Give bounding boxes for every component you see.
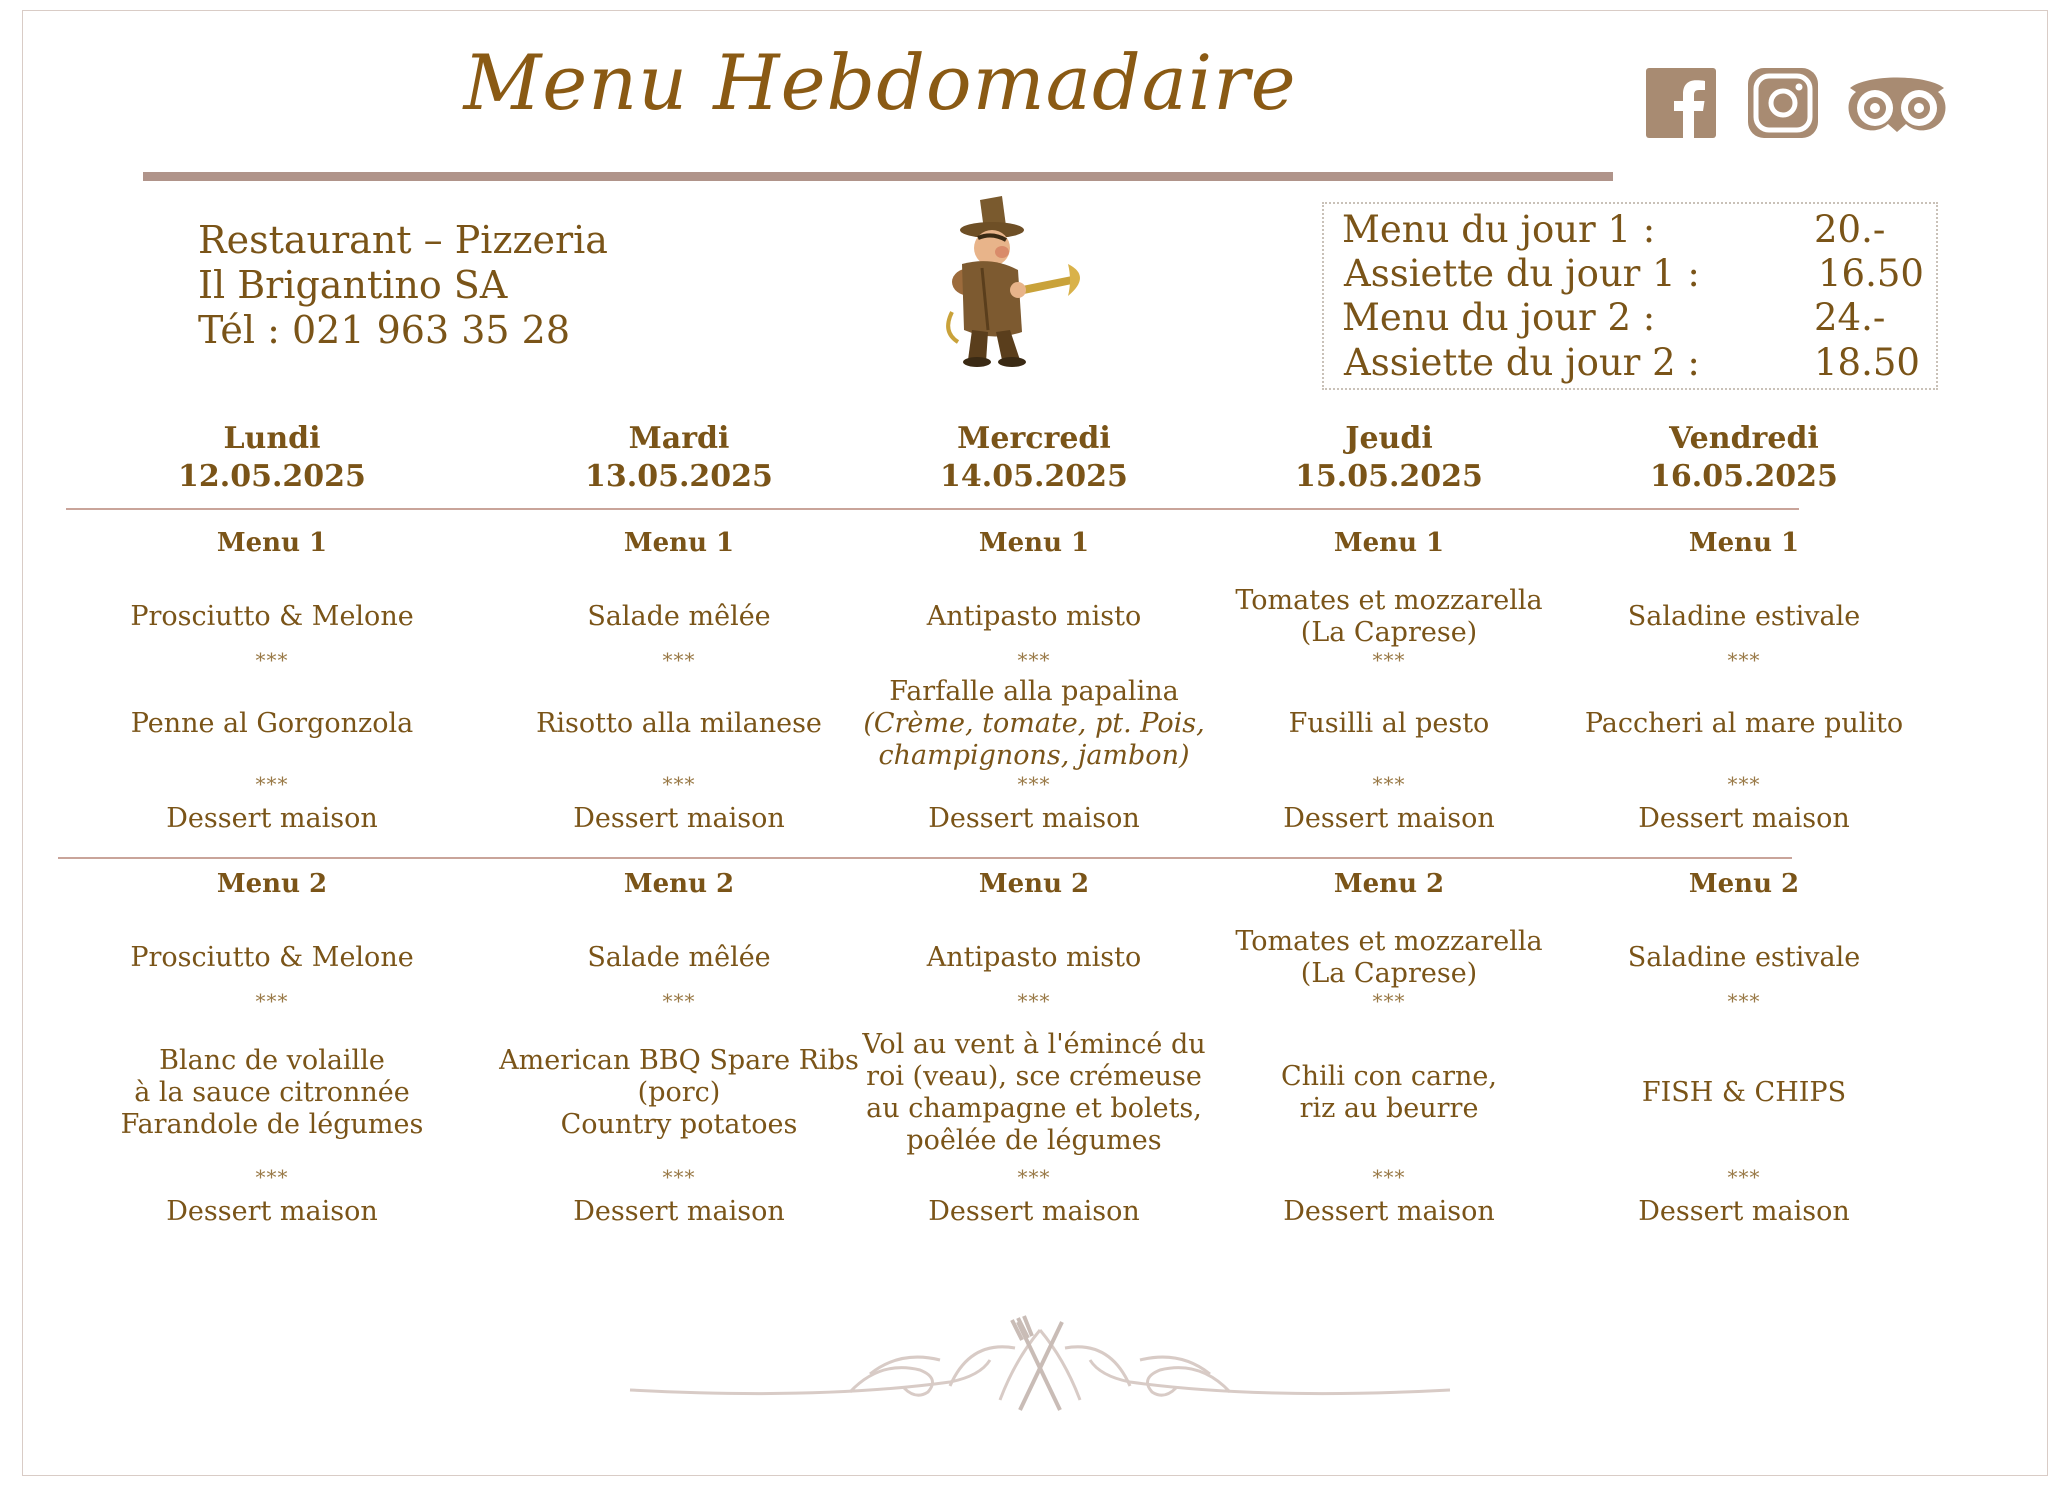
menu-label: Menu 2 xyxy=(1688,869,1800,899)
separator: *** xyxy=(1017,1165,1051,1189)
menu-divider xyxy=(58,857,1792,859)
dessert: Dessert maison xyxy=(1638,803,1850,834)
separator: *** xyxy=(255,772,289,796)
main-course: Farfalle alla papalina xyxy=(889,676,1179,707)
day-name: Mardi xyxy=(628,421,730,456)
main-course: Fusilli al pesto xyxy=(1288,708,1490,739)
separator: *** xyxy=(662,648,696,672)
starter: Prosciutto & Melone xyxy=(130,601,414,632)
day-name: Mercredi xyxy=(957,421,1111,456)
price-list xyxy=(1322,202,1938,390)
dessert: Dessert maison xyxy=(166,803,378,834)
dessert: Dessert maison xyxy=(1283,803,1495,834)
separator: *** xyxy=(1372,989,1406,1013)
separator: *** xyxy=(1372,772,1406,796)
price-label: Menu du jour 1 : xyxy=(1342,208,1656,251)
facebook-icon[interactable] xyxy=(1646,68,1716,138)
dessert: Dessert maison xyxy=(1638,1196,1850,1227)
main-course: Risotto alla milanese xyxy=(536,708,822,739)
separator: *** xyxy=(1017,648,1051,672)
header-divider xyxy=(66,508,1799,510)
menu-label: Menu 2 xyxy=(978,869,1090,899)
separator: *** xyxy=(662,1165,696,1189)
day-header-jeudi xyxy=(1209,420,1569,496)
day-date: 13.05.2025 xyxy=(585,459,773,494)
bandit-mascot-illustration xyxy=(922,192,1094,370)
restaurant-name: Il Brigantino SA xyxy=(198,263,508,307)
day-date: 12.05.2025 xyxy=(178,459,366,494)
main-course: FISH & CHIPS xyxy=(1641,1077,1847,1108)
menu-label: Menu 2 xyxy=(623,869,735,899)
separator: *** xyxy=(662,989,696,1013)
menu-label: Menu 2 xyxy=(1333,869,1445,899)
main-course: Penne al Gorgonzola xyxy=(130,708,414,739)
separator: *** xyxy=(1372,648,1406,672)
menu-label: Menu 1 xyxy=(623,528,735,558)
separator: *** xyxy=(1372,1165,1406,1189)
price-label: Menu du jour 2 : xyxy=(1342,296,1656,339)
separator: *** xyxy=(1727,1165,1761,1189)
day-header-lundi xyxy=(92,420,452,496)
day-date: 15.05.2025 xyxy=(1295,459,1483,494)
page-title: Menu Hebdomadaire xyxy=(463,38,1297,127)
day-name: Vendredi xyxy=(1669,421,1819,456)
starter: Salade mêlée xyxy=(587,601,771,632)
instagram-icon[interactable] xyxy=(1748,68,1818,138)
main-course: Vol au vent à l'émincé du roi (veau), sce crémeuse au champagne et bolets, poêlée de légumes xyxy=(862,1029,1206,1156)
restaurant-phone: Tél : 021 963 35 28 xyxy=(198,308,571,352)
price-value: 16.50 xyxy=(1818,252,1924,295)
menu-label: Menu 1 xyxy=(1688,528,1800,558)
separator: *** xyxy=(1727,772,1761,796)
starter: Salade mêlée xyxy=(587,942,771,973)
price-value: 24.- xyxy=(1814,296,1886,339)
separator: *** xyxy=(1017,989,1051,1013)
separator: *** xyxy=(255,989,289,1013)
restaurant-type: Restaurant – Pizzeria xyxy=(198,218,608,262)
dessert: Dessert maison xyxy=(573,803,785,834)
main-course-note: (Crème, tomate, pt. Pois, champignons, jambon) xyxy=(863,708,1205,771)
starter: Prosciutto & Melone xyxy=(130,942,414,973)
menu-label: Menu 1 xyxy=(216,528,328,558)
starter: Saladine estivale xyxy=(1627,942,1861,973)
menu-label: Menu 2 xyxy=(216,869,328,899)
day-header-mercredi xyxy=(854,420,1214,496)
cutlery-flourish-ornament xyxy=(620,1300,1460,1420)
title-underline xyxy=(143,172,1613,181)
price-label: Assiette du jour 2 : xyxy=(1344,341,1700,384)
main-course: Chili con carne, riz au beurre xyxy=(1281,1061,1497,1124)
starter: Tomates et mozzarella (La Caprese) xyxy=(1235,585,1543,648)
menu-label: Menu 1 xyxy=(978,528,1090,558)
day-header-mardi xyxy=(499,420,859,496)
separator: *** xyxy=(255,648,289,672)
dessert: Dessert maison xyxy=(928,1196,1140,1227)
separator: *** xyxy=(1017,772,1051,796)
day-date: 14.05.2025 xyxy=(940,459,1128,494)
separator: *** xyxy=(662,772,696,796)
main-course: American BBQ Spare Ribs (porc) Country potatoes xyxy=(499,1045,859,1140)
dessert: Dessert maison xyxy=(928,803,1140,834)
starter: Antipasto misto xyxy=(926,601,1142,632)
separator: *** xyxy=(1727,648,1761,672)
main-course: Paccheri al mare pulito xyxy=(1584,708,1904,739)
tripadvisor-icon[interactable] xyxy=(1842,68,1952,138)
starter: Antipasto misto xyxy=(926,942,1142,973)
price-value: 20.- xyxy=(1814,208,1886,251)
starter: Saladine estivale xyxy=(1627,601,1861,632)
separator: *** xyxy=(1727,989,1761,1013)
day-name: Lundi xyxy=(223,421,321,456)
day-header-vendredi xyxy=(1564,420,1924,496)
day-date: 16.05.2025 xyxy=(1650,459,1838,494)
price-label: Assiette du jour 1 : xyxy=(1344,252,1700,295)
dessert: Dessert maison xyxy=(1283,1196,1495,1227)
starter: Tomates et mozzarella (La Caprese) xyxy=(1235,926,1543,989)
price-value: 18.50 xyxy=(1814,341,1920,384)
menu-label: Menu 1 xyxy=(1333,528,1445,558)
separator: *** xyxy=(255,1165,289,1189)
main-course: Blanc de volaille à la sauce citronnée Farandole de légumes xyxy=(120,1045,424,1140)
day-name: Jeudi xyxy=(1345,421,1433,456)
dessert: Dessert maison xyxy=(166,1196,378,1227)
restaurant-info xyxy=(198,218,608,353)
dessert: Dessert maison xyxy=(573,1196,785,1227)
